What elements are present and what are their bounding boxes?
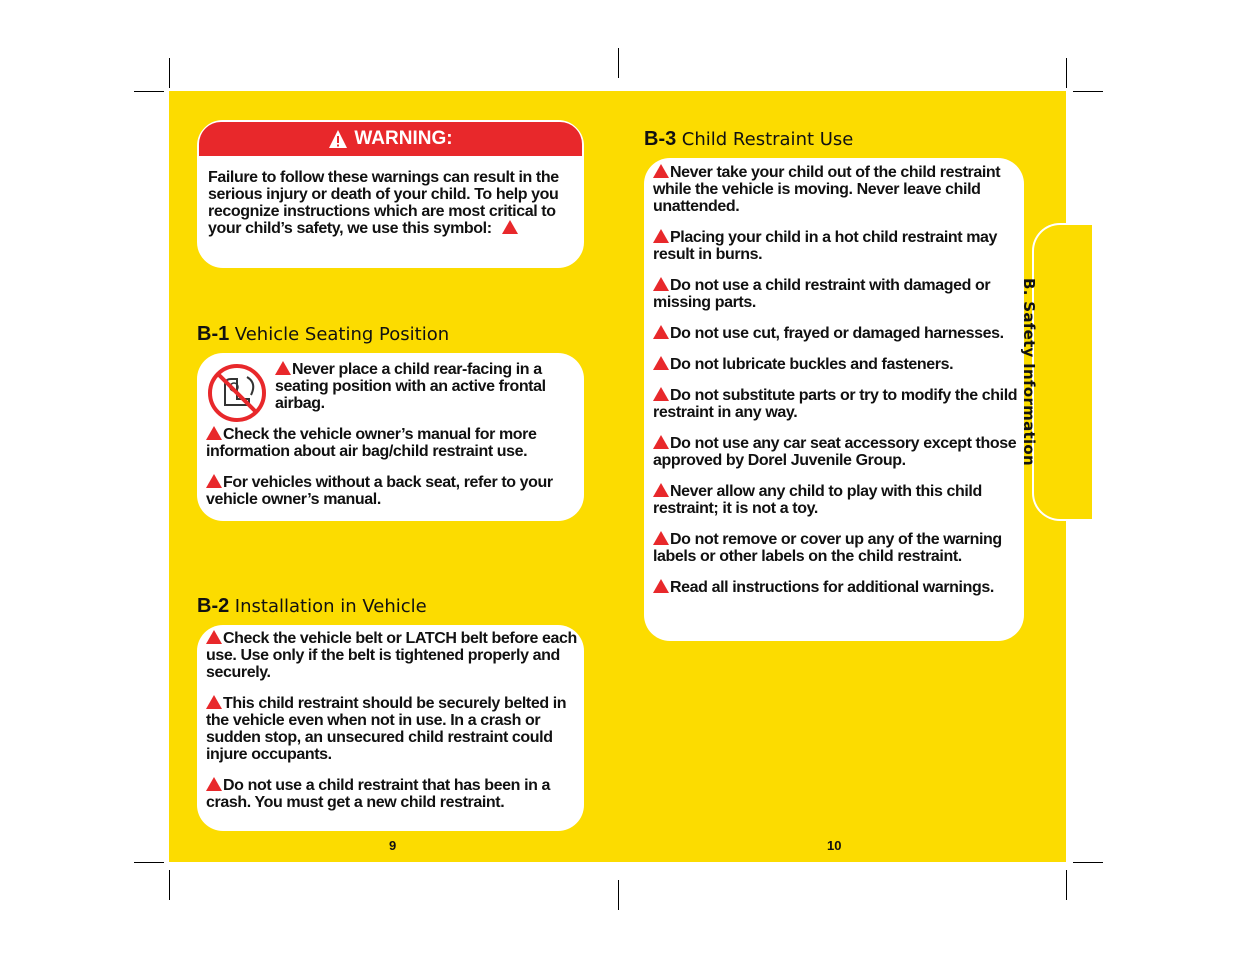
item-text: Never place a child rear-facing in a seating position with an active frontal airbag.: [275, 361, 546, 412]
list-item: [653, 229, 1025, 263]
item-text: Never allow any child to play with this child restraint; it is not a toy.: [653, 483, 982, 517]
alert-triangle-icon: [653, 483, 669, 497]
alert-triangle-icon: [275, 361, 291, 375]
item-text: This child restraint should be securely belted in the vehicle even when not in use. In a crash or sudden stop, an unsecured child restraint could injure occupants.: [206, 695, 567, 763]
item-text: Do not remove or cover up any of the warning labels or other labels on the child restraint.: [653, 531, 1002, 565]
alert-triangle-icon: [653, 531, 669, 545]
list-item: [206, 777, 578, 811]
section-code: B-3: [644, 128, 677, 150]
alert-triangle-icon: [206, 777, 222, 791]
list-item: [206, 630, 578, 681]
alert-triangle-icon: [653, 387, 669, 401]
crop-mark: [618, 880, 619, 910]
list-item: [653, 387, 1025, 421]
list-item: [653, 277, 1025, 311]
alert-triangle-icon: [502, 220, 518, 234]
alert-triangle-icon: [206, 474, 222, 488]
alert-triangle-icon: [653, 356, 669, 370]
alert-triangle-icon: [653, 229, 669, 243]
item-text: Read all instructions for additional warnings.: [670, 579, 994, 596]
list-item: [275, 361, 571, 412]
item-text: Placing your child in a hot child restraint may result in burns.: [653, 229, 998, 263]
item-text: Do not use a child restraint that has been in a crash. You must get a new child restraint.: [206, 777, 551, 811]
section-title-b2: [197, 595, 427, 618]
alert-triangle-icon: [653, 164, 669, 178]
crop-mark: [1073, 862, 1103, 863]
list-item: [206, 474, 578, 508]
alert-triangle-icon: [653, 277, 669, 291]
warning-header: [199, 122, 582, 156]
section-title-b3: [644, 128, 853, 151]
crop-mark: [134, 862, 164, 863]
crop-mark: [169, 870, 170, 900]
list-item: [206, 695, 578, 763]
section-name: Vehicle Seating Position: [234, 324, 450, 345]
page-number-left: 9: [389, 838, 397, 853]
page-number-right: 10: [827, 838, 842, 853]
alert-triangle-icon: [653, 435, 669, 449]
b3-box: [644, 158, 1024, 641]
crop-mark: [1066, 870, 1067, 900]
section-name: Child Restraint Use: [681, 129, 854, 150]
warning-body: Failure to follow these warnings can result in the serious injury or death of your child. To help you recognize instructions which are most critical to your child’s safety, we use this symbol:: [208, 169, 559, 237]
list-item: [653, 325, 1025, 342]
warning-title: WARNING:: [354, 128, 453, 149]
b3-list: [653, 164, 1025, 610]
crop-mark: [1073, 91, 1103, 92]
list-item: [653, 356, 1025, 373]
b2-list: [206, 630, 578, 825]
item-text: For vehicles without a back seat, refer to your vehicle owner’s manual.: [206, 474, 553, 508]
item-text: Check the vehicle owner’s manual for more information about air bag/child restraint use.: [206, 426, 537, 460]
b1-box: [197, 353, 584, 521]
section-code: B-1: [197, 323, 230, 345]
alert-triangle-icon: [653, 325, 669, 339]
item-text: Do not lubricate buckles and fasteners.: [670, 356, 954, 373]
b2-box: [197, 625, 584, 831]
list-item: [653, 164, 1025, 215]
item-text: Check the vehicle belt or LATCH belt before each use. Use only if the belt is tightened properly and securely.: [206, 630, 577, 681]
alert-triangle-icon: [206, 630, 222, 644]
section-side-tab: [1032, 223, 1092, 521]
list-item: [653, 579, 1025, 596]
alert-triangle-icon: [328, 129, 348, 149]
item-text: Do not substitute parts or try to modify the child restraint in any way.: [653, 387, 1018, 421]
no-rear-facing-airbag-icon: [207, 363, 267, 423]
section-title-b1: [197, 323, 449, 346]
list-item: [653, 531, 1025, 565]
crop-mark: [169, 58, 170, 88]
list-item: [653, 435, 1025, 469]
alert-triangle-icon: [653, 579, 669, 593]
alert-triangle-icon: [206, 695, 222, 709]
list-item: [653, 483, 1025, 517]
item-text: Never take your child out of the child restraint while the vehicle is moving. Never leave child unattended.: [653, 164, 1001, 215]
section-code: B-2: [197, 595, 230, 617]
warning-text: [208, 169, 580, 237]
item-text: Do not use cut, frayed or damaged harnesses.: [670, 325, 1004, 342]
side-tab-text: B. Safety Information: [1020, 278, 1038, 466]
crop-mark: [1066, 58, 1067, 88]
list-item: [206, 426, 578, 460]
crop-mark: [134, 91, 164, 92]
item-text: Do not use any car seat accessory except those approved by Dorel Juvenile Group.: [653, 435, 1017, 469]
warning-box: [197, 120, 584, 268]
item-text: Do not use a child restraint with damaged or missing parts.: [653, 277, 991, 311]
alert-triangle-icon: [206, 426, 222, 440]
section-name: Installation in Vehicle: [234, 596, 427, 617]
crop-mark: [618, 48, 619, 78]
b1-list: [206, 426, 578, 522]
